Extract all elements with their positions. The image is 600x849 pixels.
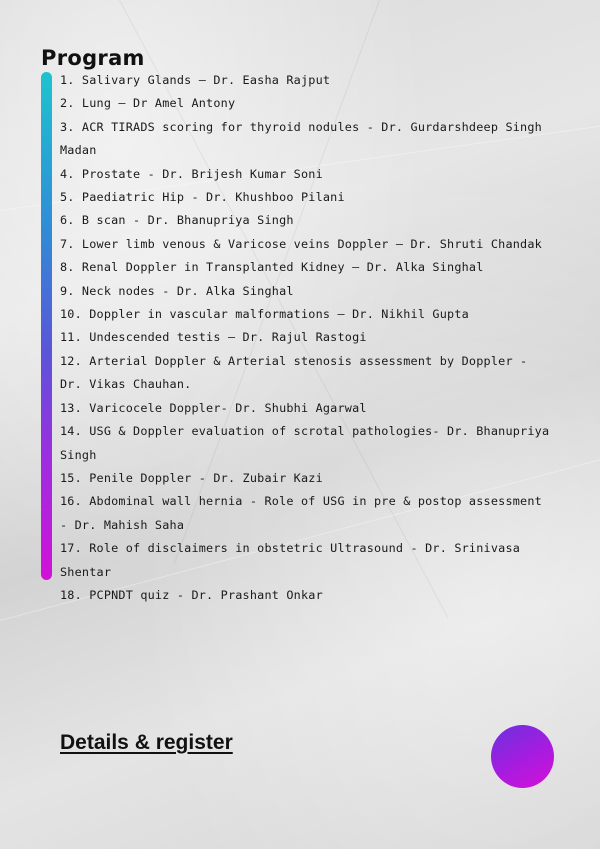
list-item: 14. USG & Doppler evaluation of scrotal pathologies- Dr. Bhanupriya Singh <box>60 424 550 462</box>
list-item: 12. Arterial Doppler & Arterial stenosis assessment by Doppler - Dr. Vikas Chauhan. <box>60 353 528 392</box>
decorative-circle <box>491 725 554 788</box>
accent-gradient-bar <box>41 72 52 580</box>
list-item: 7. Lower limb venous & Varicose veins Doppler – Dr. Shruti Chandak <box>60 236 542 251</box>
list-item: 13. Varicocele Doppler- Dr. Shubhi Agarwal <box>60 400 367 415</box>
list-item: 11. Undescended testis – Dr. Rajul Rastogi <box>60 330 367 345</box>
program-list <box>60 69 555 607</box>
list-item: 16. Abdominal wall hernia - Role of USG in pre & postop assessment - Dr. Mahish Saha <box>60 494 542 532</box>
list-item: 5. Paediatric Hip - Dr. Khushboo Pilani <box>60 190 345 205</box>
list-item: 3. ACR TIRADS scoring for thyroid nodules - Dr. Gurdarshdeep Singh Madan <box>60 119 542 158</box>
details-register-link[interactable]: Details & register <box>60 731 233 754</box>
list-item: 10. Doppler in vascular malformations – Dr. Nikhil Gupta <box>60 307 469 322</box>
list-item: 8. Renal Doppler in Transplanted Kidney – Dr. Alka Singhal <box>60 260 484 275</box>
program-title: Program <box>41 46 145 70</box>
list-item: 18. PCPNDT quiz - Dr. Prashant Onkar <box>60 587 323 602</box>
list-item: 17. Role of disclaimers in obstetric Ultrasound - Dr. Srinivasa Shentar <box>60 541 521 579</box>
list-item: 9. Neck nodes - Dr. Alka Singhal <box>60 283 294 298</box>
list-item: 6. B scan - Dr. Bhanupriya Singh <box>60 213 294 228</box>
list-item: 15. Penile Doppler - Dr. Zubair Kazi <box>60 470 323 485</box>
list-item: 2. Lung – Dr Amel Antony <box>60 96 236 111</box>
list-item: 1. Salivary Glands – Dr. Easha Rajput <box>60 73 331 87</box>
list-item: 4. Prostate - Dr. Brijesh Kumar Soni <box>60 166 323 181</box>
